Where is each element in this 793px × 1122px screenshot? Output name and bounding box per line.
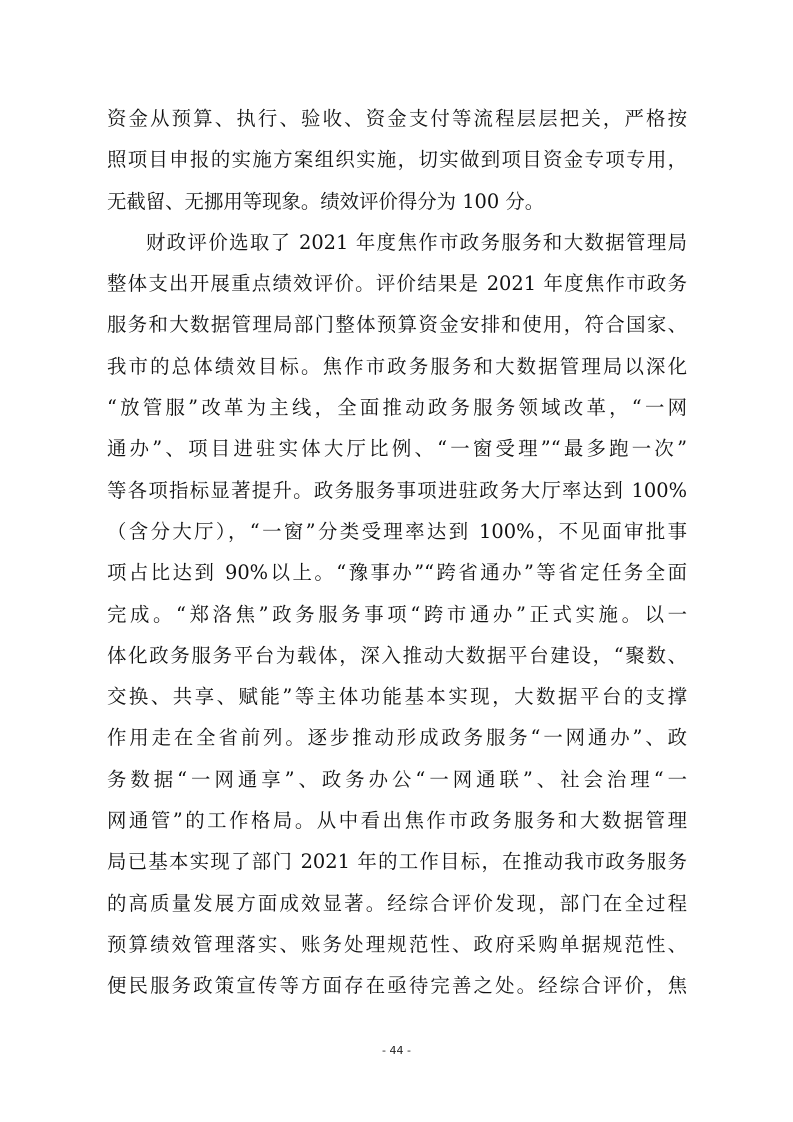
text-line: 体化政务服务平台为载体，深入推动大数据平台建设，“聚数、 xyxy=(107,643,687,667)
body-text xyxy=(107,98,687,1007)
text-line: 照项目申报的实施方案组织实施，切实做到项目资金专项专用， xyxy=(107,148,687,172)
text-line: “放管服”改革为主线，全面推动政务服务领域改革，“一网 xyxy=(107,396,687,420)
text-line: 务数据“一网通享”、政务办公“一网通联”、社会治理“一 xyxy=(107,767,687,791)
text-line: 整体支出开展重点绩效评价。评价结果是 2021 年度焦作市政务 xyxy=(107,272,687,296)
text-line: 作用走在全省前列。逐步推动形成政务服务“一网通办”、政 xyxy=(107,726,687,750)
text-line: 项占比达到 90%以上。“豫事办”“跨省通办”等省定任务全面 xyxy=(107,561,687,585)
paragraph-first-line: 财政评价选取了 2021 年度焦作市政务服务和大数据管理局 xyxy=(146,230,687,254)
text-line: 通办”、项目进驻实体大厅比例、“一窗受理”“最多跑一次” xyxy=(107,437,687,461)
text-line: 我市的总体绩效目标。焦作市政务服务和大数据管理局以深化 xyxy=(107,354,687,378)
text-line: 资金从预算、执行、验收、资金支付等流程层层把关，严格按 xyxy=(107,107,687,130)
text-line: （含分大厅），“一窗”分类受理率达到 100%，不见面审批事 xyxy=(107,519,687,543)
text-line: 完成。“郑洛焦”政务服务事项“跨市通办”正式实施。以一 xyxy=(107,602,687,626)
text-line: 交换、共享、赋能”等主体功能基本实现，大数据平台的支撑 xyxy=(107,685,687,709)
text-line: 服务和大数据管理局部门整体预算资金安排和使用，符合国家、 xyxy=(107,313,687,337)
text-line: 局已基本实现了部门 2021 年的工作目标，在推动我市政务服务 xyxy=(107,850,687,874)
text-line: 的高质量发展方面成效显著。经综合评价发现，部门在全过程 xyxy=(107,891,687,915)
text-line: 无截留、无挪用等现象。绩效评价得分为 100 分。 xyxy=(107,189,545,213)
page-number: - 44 - xyxy=(382,1044,411,1057)
text-line: 便民服务政策宣传等方面存在亟待完善之处。经综合评价，焦 xyxy=(107,974,687,998)
text-line: 等各项指标显著提升。政务服务事项进驻政务大厅率达到 100% xyxy=(107,478,687,502)
text-line: 预算绩效管理落实、账务处理规范性、政府采购单据规范性、 xyxy=(107,932,687,956)
text-line: 网通管”的工作格局。从中看出焦作市政务服务和大数据管理 xyxy=(107,809,687,833)
